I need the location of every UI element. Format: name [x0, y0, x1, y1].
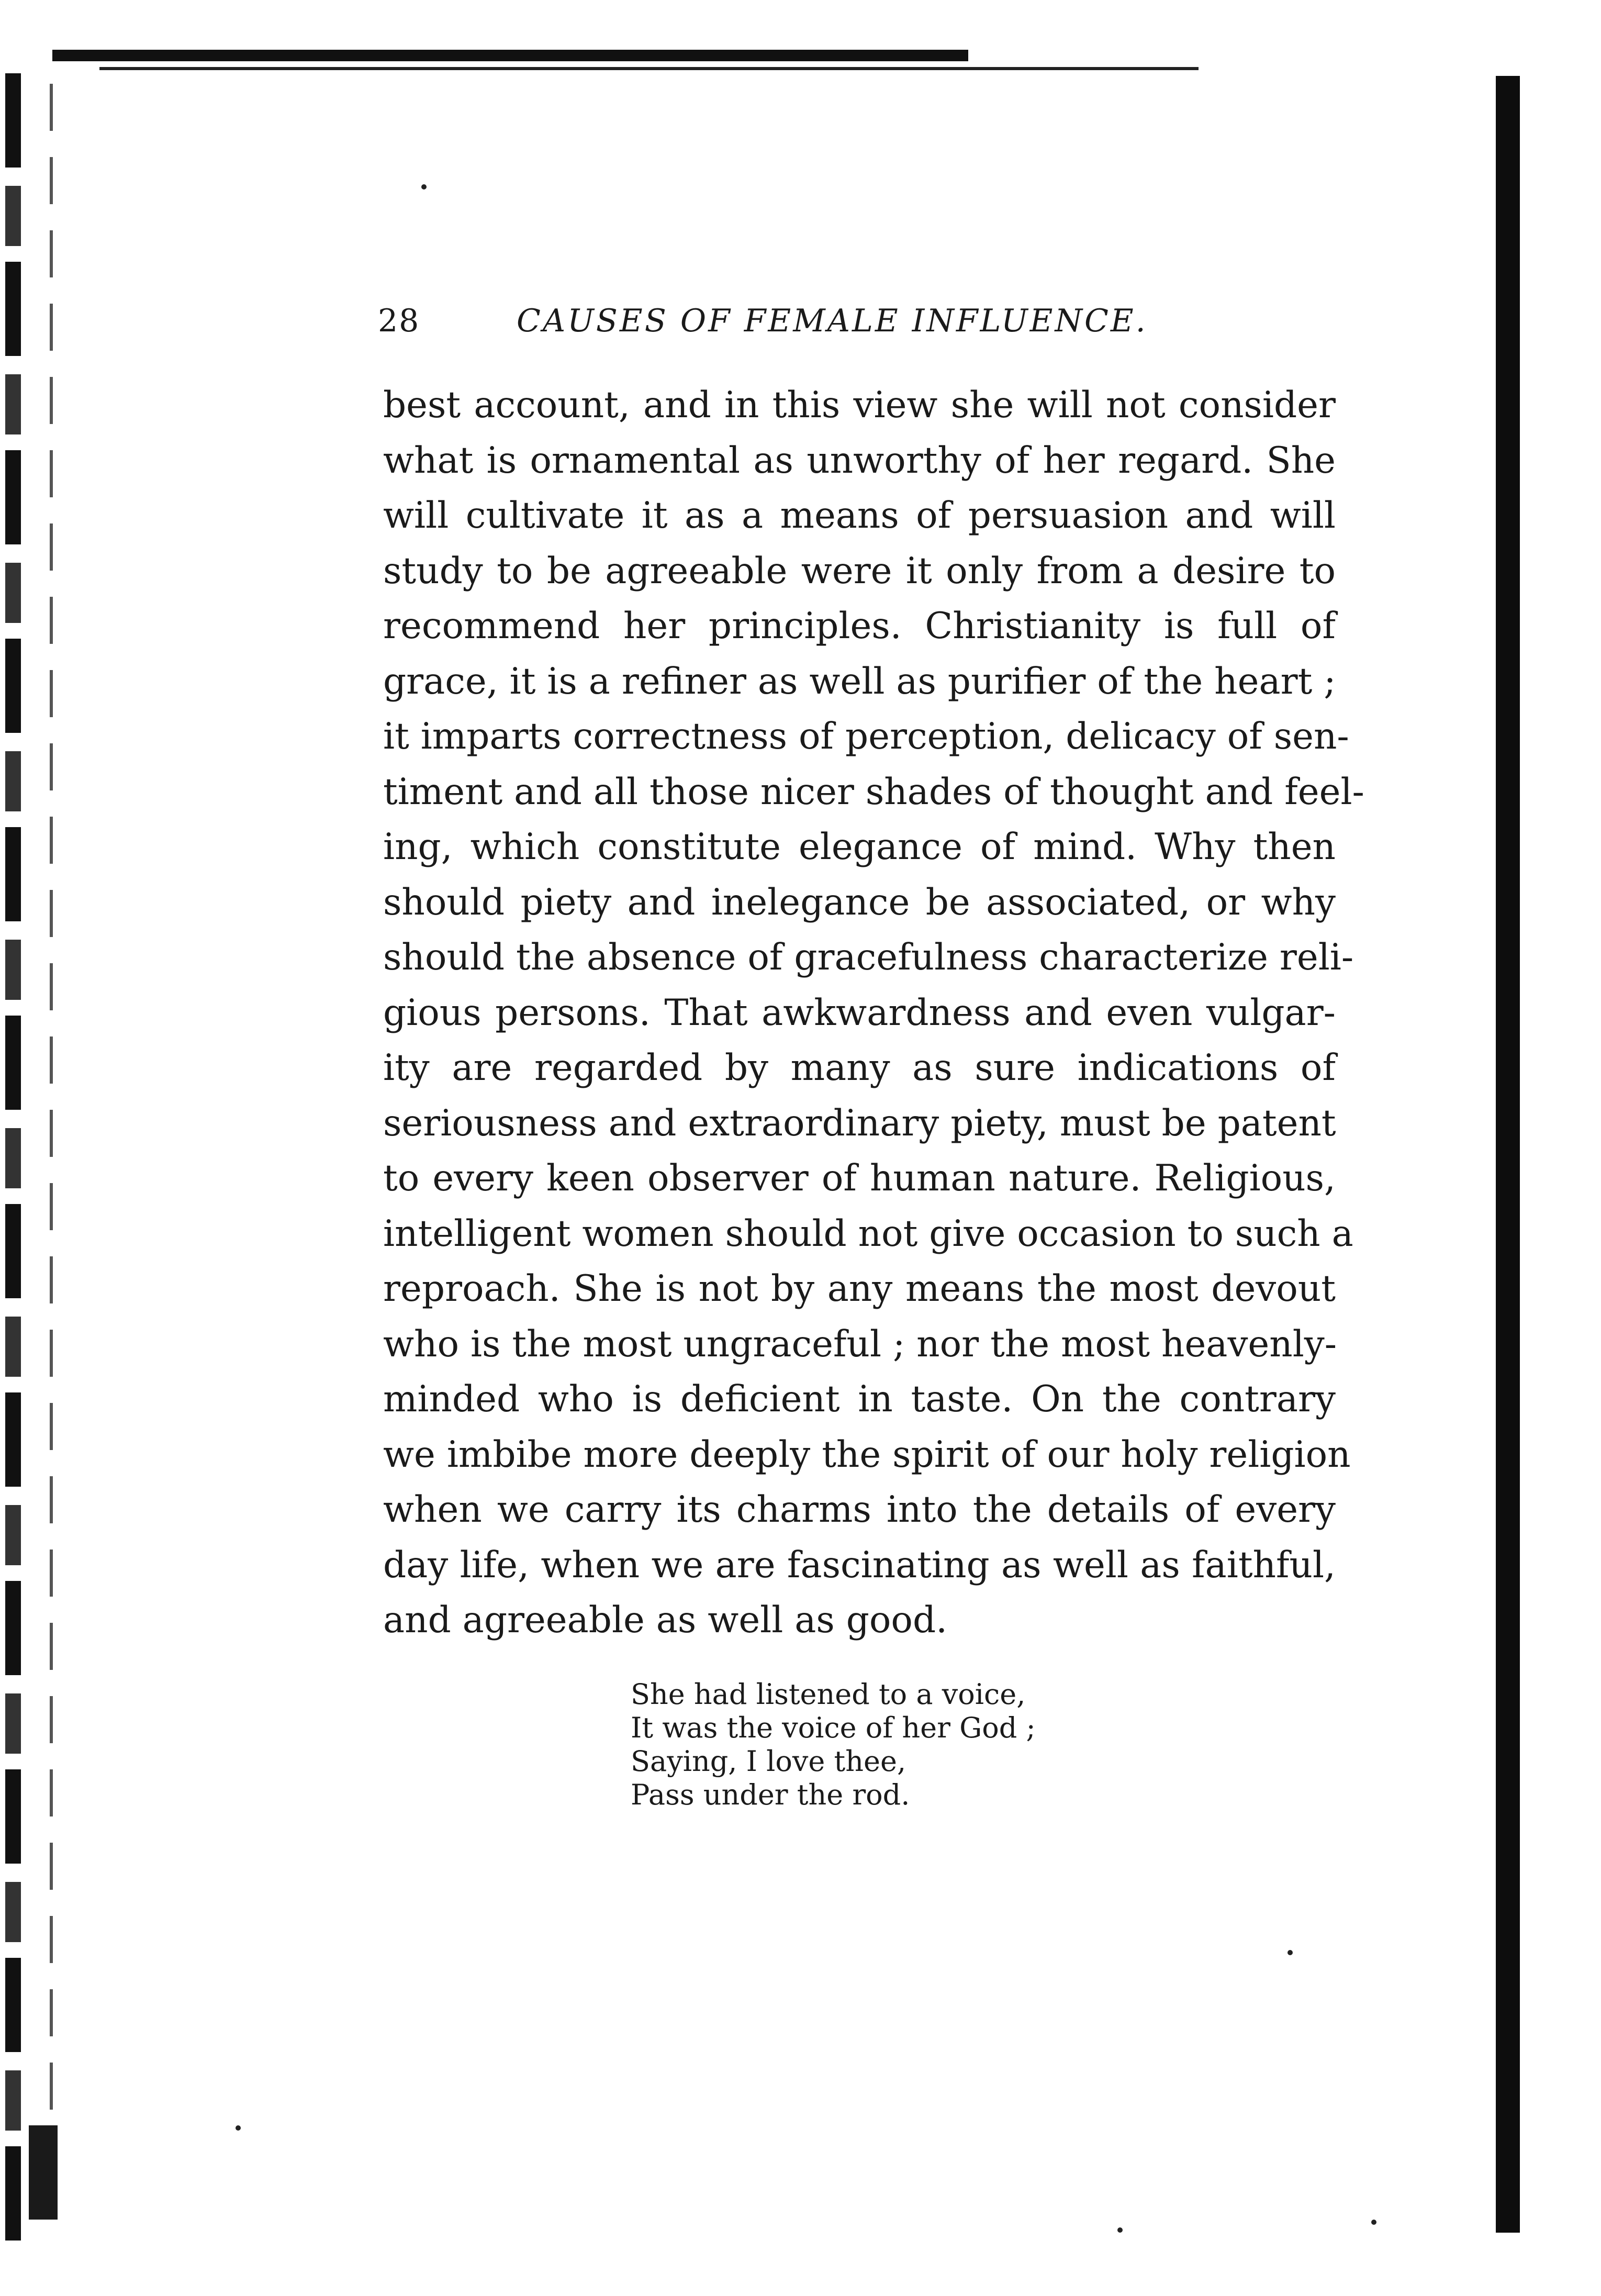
body-paragraph [383, 378, 1364, 1648]
scan-top-rule [52, 50, 968, 61]
scan-speck [236, 2125, 241, 2131]
body-line: gious persons. That awkwardness and even vulgar- [383, 991, 1336, 1034]
body-line: it imparts correctness of perception, delicacy of sen- [383, 716, 1349, 757]
verse-line: Pass under the rod. [631, 1778, 910, 1811]
body-line: ing, which constitute elegance of mind. Why then [383, 826, 1336, 868]
running-header [378, 297, 1179, 344]
verse-line: It was the voice of her God ; [631, 1711, 1036, 1744]
verse-quotation [631, 1678, 1036, 1812]
verse-line: Saying, I love thee, [631, 1745, 906, 1778]
body-line: what is ornamental as unworthy of her regard. She [383, 439, 1336, 482]
body-line: minded who is deficient in taste. On the contrary [383, 1378, 1336, 1420]
scan-left-edge-artifact [5, 73, 21, 2246]
scan-left-blot [29, 2125, 58, 2220]
body-line: should the absence of gracefulness characterize reli- [383, 937, 1354, 978]
body-line: should piety and inelegance be associated, or why [383, 881, 1336, 923]
body-line: ity are regarded by many as sure indications of [383, 1047, 1336, 1089]
body-line: study to be agreeable were it only from a desire to [383, 550, 1336, 592]
scan-left-edge-artifact-thin [50, 84, 53, 2204]
verse-line: She had listened to a voice, [631, 1678, 1026, 1711]
scan-speck [1287, 1950, 1293, 1955]
body-line: grace, it is a refiner as well as purifier of the heart ; [383, 660, 1336, 703]
scan-speck [1117, 2227, 1123, 2233]
page-number: 28 [378, 303, 420, 339]
body-line: seriousness and extraordinary piety, must be patent [383, 1102, 1336, 1144]
body-line: when we carry its charms into the details of every [383, 1489, 1336, 1531]
scan-right-edge-bar [1496, 76, 1520, 2233]
body-line: will cultivate it as a means of persuasion and will [383, 495, 1336, 537]
body-line: intelligent women should not give occasion to such a [383, 1212, 1353, 1255]
scan-speck [421, 184, 427, 190]
body-line: day life, when we are fascinating as well as faithful, [383, 1544, 1336, 1586]
scan-speck [1371, 2220, 1376, 2225]
body-line: reproach. She is not by any means the most devout [383, 1268, 1336, 1310]
body-line: and agreeable as well as good. [383, 1599, 948, 1641]
body-line: who is the most ungraceful ; nor the most heavenly- [383, 1323, 1337, 1365]
scan-top-rule-thin [99, 67, 1199, 70]
body-line: we imbibe more deeply the spirit of our holy religion [383, 1433, 1351, 1476]
body-line: recommend her principles. Christianity is full of [383, 605, 1336, 647]
running-title: CAUSES OF FEMALE INFLUENCE. [517, 303, 1148, 339]
body-line: timent and all those nicer shades of thought and feel- [383, 771, 1364, 813]
body-line: best account, and in this view she will not consider [383, 384, 1336, 426]
body-line: to every keen observer of human nature. Religious, [383, 1157, 1336, 1199]
